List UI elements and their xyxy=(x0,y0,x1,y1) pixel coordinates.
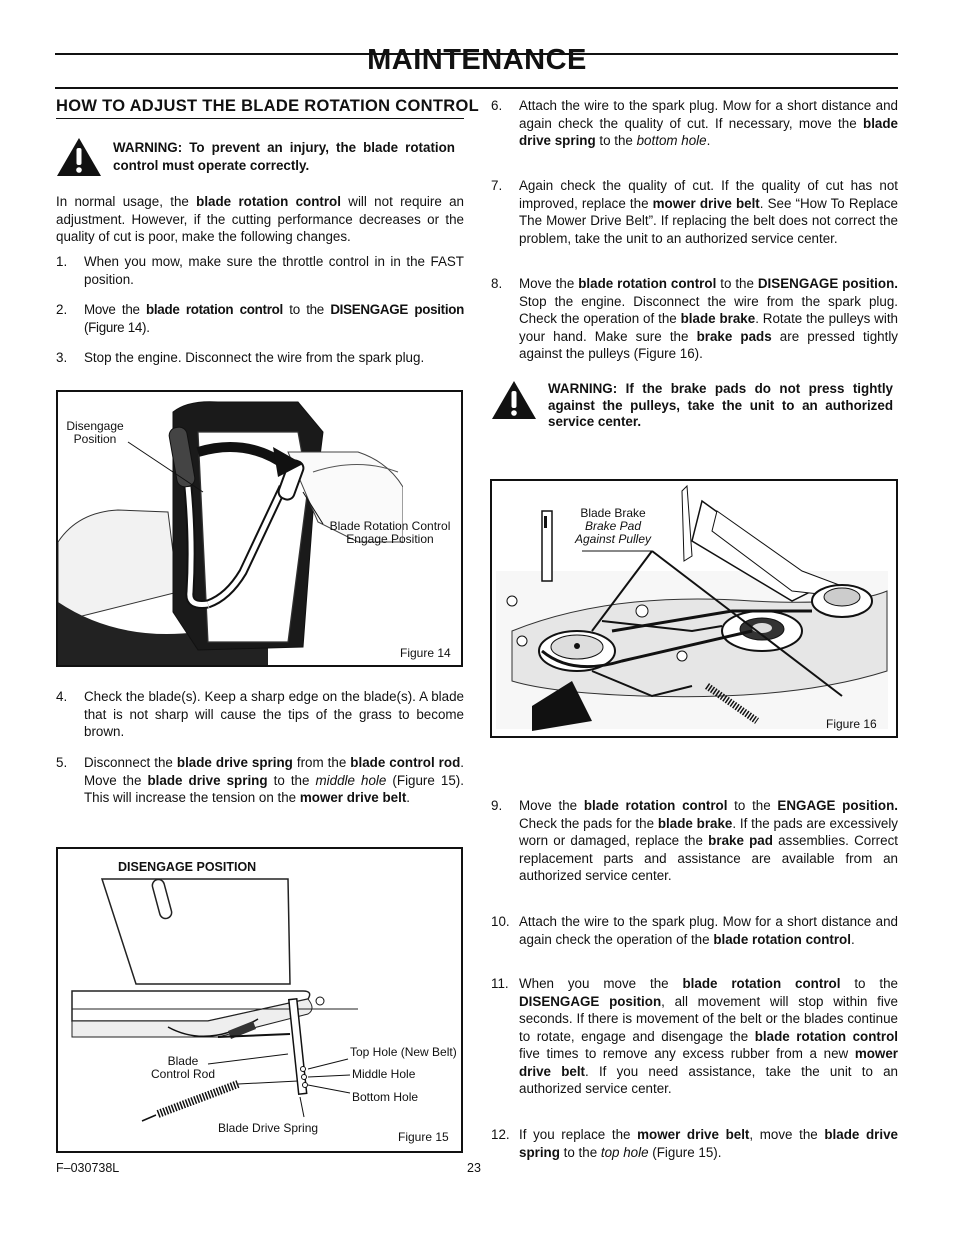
step-text-run: Attach the wire to the spark plug. Mow for a short distance and again check the operation of the xyxy=(519,914,898,947)
step-1 xyxy=(56,253,464,289)
step-5 xyxy=(56,754,464,826)
fig15-top-hole-label: Top Hole (New Belt) xyxy=(350,1045,457,1059)
step-bold-run: DISENGAGE position xyxy=(330,302,465,317)
step-text-run: . If the pads are excessively worn or damaged, replace the xyxy=(519,815,899,848)
step-text xyxy=(519,275,898,363)
step-text-run: Again check the quality of cut. If the quality of cut has not improved, replace the xyxy=(519,178,898,211)
page-title: MAINTENANCE xyxy=(367,44,587,76)
step-text-run: Check the blade(s). Keep a sharp edge on the blade(s). A blade that is not sharp will cause the tips of the grass to become brown. xyxy=(84,689,464,739)
step-text-run: When you move the xyxy=(519,976,683,991)
fig14-label-line: Engage Position xyxy=(346,532,434,546)
figure-14 xyxy=(56,390,463,667)
step-text-run: When you mow, make sure the throttle control in in the FAST position. xyxy=(84,254,464,287)
step-bold-run: blade control rod xyxy=(350,755,461,770)
figure-15-illustration xyxy=(58,849,461,1151)
step-text xyxy=(519,97,898,150)
step-bold-run: blade rotation control xyxy=(578,276,717,291)
step-text-run: to the xyxy=(716,276,758,291)
step-text xyxy=(84,301,464,336)
fig14-engage-label xyxy=(320,520,460,546)
step-number: 2. xyxy=(56,302,68,317)
step-bold-run: blade rotation control xyxy=(583,798,728,813)
step-bold-run: blade rotation control xyxy=(682,976,841,991)
warning-text-1: WARNING: To prevent an injury, the blade rotation control must operate correctly. xyxy=(113,140,455,173)
intro-text: will not require an adjustment. However, if the cutting performance decreases or the quality of cut is poor, make the following changes. xyxy=(56,194,464,244)
fig15-label-line: Control Rod xyxy=(150,1067,216,1081)
fig15-rod-label xyxy=(138,1055,228,1081)
step-12 xyxy=(491,1126,898,1162)
step-italic-run: bottom hole xyxy=(636,133,707,148)
section-heading-rule xyxy=(56,118,464,119)
step-number: 3. xyxy=(56,350,68,365)
step-bold-run: blade drive spring xyxy=(176,755,293,770)
step-text-run: . xyxy=(850,931,855,947)
figure-16 xyxy=(490,479,898,738)
step-bold-run: brake pad xyxy=(708,833,773,848)
step-text-run: Stop the engine. Disconnect the wire from the spark plug. Check the operation of the xyxy=(519,293,898,326)
step-text-run: Move the xyxy=(84,302,146,317)
step-text-run: . Move the xyxy=(84,755,464,788)
fig16-label-line: Against Pulley xyxy=(574,532,652,546)
warning-block-2 xyxy=(491,380,898,430)
step-10 xyxy=(491,913,898,949)
step-text-run: Attach the wire to the spark plug. Mow for a short distance and again check the quality of cut. If necessary, move the xyxy=(519,98,898,131)
step-bold-run: blade brake xyxy=(680,311,756,326)
step-number: 8. xyxy=(491,276,503,291)
page-number: 23 xyxy=(467,1161,481,1175)
step-text-run: , move the xyxy=(749,1127,825,1142)
step-bold-run: DISENGAGE position. xyxy=(757,276,898,291)
step-number: 5. xyxy=(56,755,68,770)
step-number: 11. xyxy=(491,976,509,991)
step-italic-run: middle hole xyxy=(315,772,387,788)
warning-text-2: WARNING: If the brake pads do not press tightly against the pulleys, take the unit to an authorized service center. xyxy=(548,381,893,429)
step-text-run: assemblies. Correct replacement parts and assistance are available from an authorized service center. xyxy=(519,833,899,883)
step-text-run: (Figure 14). xyxy=(84,319,150,335)
warning-triangle-icon xyxy=(56,137,102,177)
step-text xyxy=(84,253,464,288)
step-text-run: (Figure 15). This will increase the tension on the xyxy=(84,772,464,805)
step-text xyxy=(519,1126,898,1161)
step-bold-run: mower drive belt xyxy=(652,195,760,211)
step-text-run: to the xyxy=(840,976,898,991)
step-text-run: . If you need assistance, take the unit to an authorized service center. xyxy=(519,1063,898,1096)
fig14-caption: Figure 14 xyxy=(400,646,451,660)
step-text-run: to the xyxy=(727,798,778,813)
step-italic-run: top hole xyxy=(600,1144,649,1160)
step-bold-run: DISENGAGE position xyxy=(519,993,662,1009)
step-8 xyxy=(491,275,898,365)
step-bold-run: mower drive belt xyxy=(519,1046,898,1079)
step-3 xyxy=(56,349,464,369)
intro-text: In normal usage, the xyxy=(56,194,197,209)
fig16-label-line: Brake Pad xyxy=(584,519,642,533)
figure-16-illustration xyxy=(492,481,896,736)
step-text-run: are pressed tightly against the pulleys (Figure 16). xyxy=(519,328,898,361)
step-11 xyxy=(491,975,898,1100)
step-text-run: five times to remove any excess rubber from a new xyxy=(519,1046,855,1061)
fig14-label-line: Blade Rotation Control xyxy=(329,519,451,533)
figure-15 xyxy=(56,847,463,1153)
step-bold-run: blade brake xyxy=(657,815,733,831)
title-underline xyxy=(55,87,898,89)
step-text-run: Check the pads for the xyxy=(519,815,658,831)
step-text-run: If you replace the xyxy=(519,1127,638,1142)
step-text-run: Disconnect the xyxy=(84,755,177,770)
fig15-label-line: Blade xyxy=(167,1054,199,1068)
step-number: 6. xyxy=(491,98,503,113)
step-number: 12. xyxy=(491,1127,510,1142)
step-number: 4. xyxy=(56,689,68,704)
section-heading: HOW TO ADJUST THE BLADE ROTATION CONTROL xyxy=(56,97,479,115)
fig15-spring-label: Blade Drive Spring xyxy=(218,1121,319,1135)
step-text-run: to the xyxy=(267,772,316,788)
step-bold-run: blade drive spring xyxy=(519,1127,898,1160)
step-bold-run: ENGAGE position. xyxy=(777,798,898,813)
fig16-caption: Figure 16 xyxy=(826,717,877,731)
intro-paragraph xyxy=(56,193,464,246)
step-bold-run: blade drive spring xyxy=(519,115,898,148)
step-text xyxy=(519,797,898,885)
step-text xyxy=(519,177,898,247)
fig16-label xyxy=(562,507,664,546)
step-number: 1. xyxy=(56,254,68,269)
step-bold-run: blade rotation control xyxy=(146,302,283,317)
step-number: 10. xyxy=(491,914,510,929)
step-number: 7. xyxy=(491,178,503,193)
step-text-run: (Figure 15). xyxy=(648,1144,722,1160)
fig14-label-line: Position xyxy=(73,432,117,446)
step-bold-run: blade rotation control xyxy=(754,1028,898,1044)
step-text-run: , all movement will stop within five seconds. If there is movement of the belt or the blades continue to rotate, engage and disengage the xyxy=(519,993,898,1044)
fig15-heading: DISENGAGE POSITION xyxy=(118,860,257,874)
warning-block-1 xyxy=(56,137,464,177)
step-text-run: . See “How To Replace The Mower Drive Belt”. If replacing the belt does not correct the problem, take the unit to an authorized service center. xyxy=(519,195,898,246)
step-4 xyxy=(56,688,464,744)
step-text-run: from the xyxy=(292,755,351,770)
step-text-run: Stop the engine. Disconnect the wire from the spark plug. xyxy=(84,350,425,365)
step-bold-run: mower drive belt xyxy=(637,1127,750,1142)
intro-bold: blade rotation control xyxy=(196,194,341,209)
step-6 xyxy=(491,97,898,153)
step-text-run: to the xyxy=(282,302,331,317)
step-bold-run: brake pads xyxy=(696,328,772,344)
fig15-spring xyxy=(142,1081,298,1121)
step-number: 9. xyxy=(491,798,503,813)
step-bold-run: mower drive belt xyxy=(299,790,407,805)
step-text xyxy=(84,349,464,367)
step-text-run: Move the xyxy=(519,276,579,291)
step-9 xyxy=(491,797,898,887)
step-text-run: to the xyxy=(559,1144,601,1160)
step-text xyxy=(519,975,898,1098)
step-2 xyxy=(56,301,464,337)
step-text-run: . Rotate the pulleys with your hand. Make sure the xyxy=(519,311,898,344)
fig15-caption: Figure 15 xyxy=(398,1130,449,1144)
fig14-label-line: Disengage xyxy=(66,419,124,433)
step-bold-run: blade drive spring xyxy=(147,772,268,788)
step-7 xyxy=(491,177,898,249)
step-text-run: . xyxy=(706,133,711,148)
step-text xyxy=(84,688,464,741)
fig15-middle-hole-label: Middle Hole xyxy=(352,1067,416,1081)
step-bold-run: blade rotation control xyxy=(713,931,851,947)
step-text-run: to the xyxy=(595,133,637,148)
fig14-disengage-label xyxy=(60,420,130,446)
step-text xyxy=(84,754,464,807)
fig16-label-line: Blade Brake xyxy=(580,506,646,520)
warning-triangle-icon xyxy=(491,380,537,420)
fig15-bottom-hole-label: Bottom Hole xyxy=(352,1090,419,1104)
footer-code: F–030738L xyxy=(56,1161,120,1175)
step-text-run: Move the xyxy=(519,798,584,813)
step-text xyxy=(519,913,898,948)
step-text-run: . xyxy=(406,790,411,805)
